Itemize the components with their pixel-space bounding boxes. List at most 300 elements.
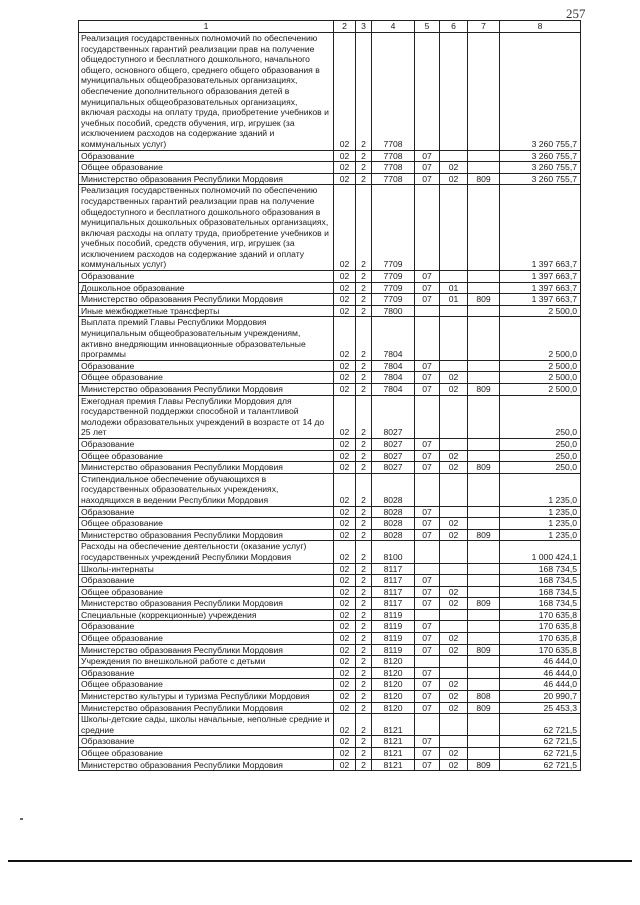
table-row [79, 759, 581, 771]
code-cell: 8119 [372, 644, 415, 656]
amount-cell: 2 500,0 [500, 317, 581, 360]
table-row [79, 372, 581, 384]
code-cell: 8028 [372, 506, 415, 518]
code-cell [468, 185, 500, 271]
code-cell: 2 [356, 702, 372, 714]
code-cell: 02 [440, 679, 468, 691]
table-row [79, 305, 581, 317]
row-name-cell: Министерство культуры и туризма Республики Мордовия [79, 691, 334, 703]
row-name-cell: Школы-интернаты [79, 563, 334, 575]
code-cell: 8121 [372, 714, 415, 736]
header-cell: 2 [334, 21, 356, 33]
code-cell: 7800 [372, 305, 415, 317]
code-cell: 02 [334, 162, 356, 174]
code-cell: 02 [334, 360, 356, 372]
code-cell [415, 395, 440, 438]
code-cell: 07 [415, 621, 440, 633]
row-name-cell: Общее образование [79, 633, 334, 645]
row-name-cell: Общее образование [79, 450, 334, 462]
code-cell: 2 [356, 714, 372, 736]
code-cell [440, 667, 468, 679]
code-cell: 2 [356, 473, 372, 506]
code-cell: 2 [356, 395, 372, 438]
amount-cell: 1 235,0 [500, 473, 581, 506]
code-cell: 02 [334, 185, 356, 271]
amount-cell: 2 500,0 [500, 305, 581, 317]
code-cell [415, 473, 440, 506]
code-cell: 07 [415, 702, 440, 714]
code-cell [468, 33, 500, 151]
table-row [79, 282, 581, 294]
row-name-cell: Министерство образования Республики Мордовия [79, 759, 334, 771]
code-cell: 02 [334, 282, 356, 294]
amount-cell: 1 000 424,1 [500, 541, 581, 563]
table-row [79, 317, 581, 360]
code-cell: 2 [356, 173, 372, 185]
header-cell: 3 [356, 21, 372, 33]
code-cell: 2 [356, 586, 372, 598]
code-cell: 02 [440, 644, 468, 656]
table-row [79, 563, 581, 575]
code-cell: 2 [356, 609, 372, 621]
code-cell: 02 [440, 518, 468, 530]
code-cell: 8120 [372, 656, 415, 668]
code-cell: 8119 [372, 621, 415, 633]
table-row [79, 33, 581, 151]
code-cell: 07 [415, 150, 440, 162]
code-cell: 07 [415, 575, 440, 587]
code-cell [468, 518, 500, 530]
code-cell: 2 [356, 438, 372, 450]
row-name-cell: Общее образование [79, 679, 334, 691]
code-cell: 8028 [372, 473, 415, 506]
code-cell [415, 563, 440, 575]
table-row [79, 609, 581, 621]
code-cell: 2 [356, 644, 372, 656]
table-row [79, 575, 581, 587]
row-name-cell: Общее образование [79, 518, 334, 530]
code-cell: 02 [440, 162, 468, 174]
code-cell: 8117 [372, 586, 415, 598]
row-name-cell: Общее образование [79, 162, 334, 174]
code-cell [468, 372, 500, 384]
amount-cell: 1 235,0 [500, 506, 581, 518]
amount-cell: 250,0 [500, 462, 581, 474]
code-cell: 8119 [372, 633, 415, 645]
code-cell: 809 [468, 644, 500, 656]
code-cell [468, 714, 500, 736]
code-cell: 07 [415, 598, 440, 610]
table-row [79, 162, 581, 174]
table-row [79, 384, 581, 396]
row-name-cell: Образование [79, 150, 334, 162]
code-cell [440, 541, 468, 563]
code-cell: 02 [334, 150, 356, 162]
code-cell: 07 [415, 372, 440, 384]
row-name-cell: Специальные (коррекционные) учреждения [79, 609, 334, 621]
row-name-cell: Образование [79, 506, 334, 518]
code-cell [468, 305, 500, 317]
page-number: 257 [566, 6, 586, 21]
code-cell: 8027 [372, 450, 415, 462]
code-cell: 2 [356, 506, 372, 518]
amount-cell: 3 260 755,7 [500, 173, 581, 185]
code-cell: 8119 [372, 609, 415, 621]
amount-cell: 2 500,0 [500, 384, 581, 396]
code-cell [440, 150, 468, 162]
header-row [79, 21, 581, 33]
code-cell [468, 473, 500, 506]
row-name-cell: Общее образование [79, 372, 334, 384]
code-cell: 2 [356, 462, 372, 474]
code-cell: 8121 [372, 736, 415, 748]
amount-cell: 1 235,0 [500, 518, 581, 530]
row-name-cell: Министерство образования Республики Мордовия [79, 384, 334, 396]
code-cell [440, 305, 468, 317]
code-cell: 8117 [372, 598, 415, 610]
table-row [79, 450, 581, 462]
code-cell: 02 [334, 450, 356, 462]
amount-cell: 250,0 [500, 450, 581, 462]
code-cell: 07 [415, 294, 440, 306]
table-row [79, 714, 581, 736]
table-row [79, 598, 581, 610]
code-cell: 2 [356, 185, 372, 271]
header-cell: 1 [79, 21, 334, 33]
code-cell [415, 714, 440, 736]
header-cell: 4 [372, 21, 415, 33]
row-name-cell: Министерство образования Республики Мордовия [79, 462, 334, 474]
code-cell: 07 [415, 462, 440, 474]
code-cell: 02 [334, 473, 356, 506]
code-cell: 07 [415, 586, 440, 598]
code-cell [440, 438, 468, 450]
row-name-cell: Ежегодная премия Главы Республики Мордовия для государственной поддержки способной и талантливой молодежи образовательных учреждений в возрасте от 14 до 25 лет [79, 395, 334, 438]
code-cell [468, 450, 500, 462]
code-cell: 02 [440, 586, 468, 598]
row-name-cell: Министерство образования Республики Мордовия [79, 294, 334, 306]
amount-cell: 46 444,0 [500, 679, 581, 691]
amount-cell: 46 444,0 [500, 656, 581, 668]
table-row [79, 150, 581, 162]
code-cell: 809 [468, 384, 500, 396]
code-cell [468, 736, 500, 748]
header-cell: 8 [500, 21, 581, 33]
code-cell: 02 [440, 759, 468, 771]
table-row [79, 271, 581, 283]
code-cell: 02 [334, 395, 356, 438]
code-cell: 07 [415, 679, 440, 691]
row-name-cell: Реализация государственных полномочий по обеспечению государственных гарантий реализации прав на получение общедоступного и бесплатного дошкольного образования в муниципальных дошкольных образовательных организациях, включая расходы на оплату труда, приобретение учебников и учебных пособий, средств обучения, игр, игрушек (за исключением расходов на содержание зданий и оплату коммунальных услуг) [79, 185, 334, 271]
code-cell: 2 [356, 621, 372, 633]
code-cell [468, 282, 500, 294]
code-cell: 02 [440, 450, 468, 462]
code-cell: 02 [334, 317, 356, 360]
code-cell: 02 [334, 173, 356, 185]
row-name-cell: Иные межбюджетные трансферты [79, 305, 334, 317]
code-cell: 02 [334, 541, 356, 563]
table-row [79, 462, 581, 474]
code-cell: 2 [356, 656, 372, 668]
code-cell: 7708 [372, 150, 415, 162]
code-cell [440, 714, 468, 736]
amount-cell: 62 721,5 [500, 748, 581, 760]
code-cell: 7709 [372, 282, 415, 294]
amount-cell: 2 500,0 [500, 360, 581, 372]
code-cell: 02 [334, 384, 356, 396]
amount-cell: 3 260 755,7 [500, 162, 581, 174]
table-row [79, 644, 581, 656]
row-name-cell: Министерство образования Республики Мордовия [79, 644, 334, 656]
table-row [79, 667, 581, 679]
amount-cell: 170 635,8 [500, 621, 581, 633]
code-cell: 02 [334, 714, 356, 736]
code-cell: 7708 [372, 33, 415, 151]
code-cell [440, 621, 468, 633]
code-cell: 02 [334, 748, 356, 760]
amount-cell: 168 734,5 [500, 586, 581, 598]
code-cell: 02 [334, 691, 356, 703]
table-row [79, 702, 581, 714]
code-cell: 8100 [372, 541, 415, 563]
code-cell [468, 395, 500, 438]
row-name-cell: Дошкольное образование [79, 282, 334, 294]
code-cell: 02 [334, 621, 356, 633]
code-cell: 7804 [372, 317, 415, 360]
row-name-cell: Министерство образования Республики Мордовия [79, 598, 334, 610]
code-cell: 2 [356, 150, 372, 162]
code-cell: 02 [334, 33, 356, 151]
table-row [79, 173, 581, 185]
row-name-cell: Расходы на обеспечение деятельности (оказание услуг) государственных учреждений Республики Мордовия [79, 541, 334, 563]
code-cell: 07 [415, 633, 440, 645]
table-row [79, 185, 581, 271]
row-name-cell: Образование [79, 621, 334, 633]
table-row [79, 529, 581, 541]
code-cell [440, 563, 468, 575]
amount-cell: 1 397 663,7 [500, 282, 581, 294]
code-cell [440, 360, 468, 372]
row-name-cell: Образование [79, 360, 334, 372]
code-cell: 02 [334, 702, 356, 714]
amount-cell: 3 260 755,7 [500, 33, 581, 151]
code-cell: 809 [468, 702, 500, 714]
code-cell: 2 [356, 575, 372, 587]
code-cell: 809 [468, 173, 500, 185]
code-cell: 2 [356, 33, 372, 151]
code-cell: 07 [415, 518, 440, 530]
row-name-cell: Стипендиальное обеспечение обучающихся в государственных образовательных учреждениях, находящихся в ведении Республики Мордовия [79, 473, 334, 506]
code-cell: 2 [356, 633, 372, 645]
table-row [79, 691, 581, 703]
code-cell: 8028 [372, 518, 415, 530]
code-cell: 8027 [372, 462, 415, 474]
code-cell: 02 [334, 575, 356, 587]
code-cell: 2 [356, 294, 372, 306]
code-cell: 02 [334, 656, 356, 668]
code-cell [468, 656, 500, 668]
amount-cell: 1 397 663,7 [500, 271, 581, 283]
code-cell: 02 [334, 529, 356, 541]
code-cell: 8027 [372, 395, 415, 438]
code-cell: 2 [356, 372, 372, 384]
code-cell: 02 [440, 633, 468, 645]
code-cell [415, 609, 440, 621]
code-cell: 2 [356, 271, 372, 283]
code-cell [468, 575, 500, 587]
code-cell: 2 [356, 317, 372, 360]
table-row [79, 294, 581, 306]
amount-cell: 168 734,5 [500, 575, 581, 587]
amount-cell: 62 721,5 [500, 736, 581, 748]
code-cell [468, 586, 500, 598]
row-name-cell: Учреждения по внешкольной работе с детьми [79, 656, 334, 668]
code-cell [440, 33, 468, 151]
code-cell: 8117 [372, 575, 415, 587]
code-cell: 2 [356, 759, 372, 771]
row-name-cell: Выплата премий Главы Республики Мордовия муниципальным общеобразовательным учреждениям, активно внедряющим инновационные образовательные программы [79, 317, 334, 360]
code-cell: 2 [356, 282, 372, 294]
code-cell: 2 [356, 360, 372, 372]
code-cell: 07 [415, 360, 440, 372]
code-cell [468, 506, 500, 518]
amount-cell: 170 635,8 [500, 633, 581, 645]
code-cell: 7804 [372, 360, 415, 372]
code-cell [440, 656, 468, 668]
code-cell: 2 [356, 563, 372, 575]
code-cell: 02 [334, 372, 356, 384]
code-cell: 02 [334, 506, 356, 518]
table-row [79, 736, 581, 748]
code-cell: 808 [468, 691, 500, 703]
code-cell: 07 [415, 384, 440, 396]
code-cell [440, 473, 468, 506]
table-row [79, 633, 581, 645]
code-cell: 02 [334, 518, 356, 530]
code-cell: 809 [468, 462, 500, 474]
code-cell: 07 [415, 282, 440, 294]
code-cell [468, 609, 500, 621]
code-cell: 8117 [372, 563, 415, 575]
amount-cell: 62 721,5 [500, 714, 581, 736]
row-name-cell: Общее образование [79, 586, 334, 598]
table-row [79, 360, 581, 372]
budget-table [78, 20, 581, 771]
table-row [79, 541, 581, 563]
header-cell: 6 [440, 21, 468, 33]
code-cell: 07 [415, 173, 440, 185]
row-name-cell: Образование [79, 575, 334, 587]
code-cell: 07 [415, 748, 440, 760]
code-cell [468, 360, 500, 372]
table-body [79, 33, 581, 771]
code-cell [415, 33, 440, 151]
amount-cell: 62 721,5 [500, 759, 581, 771]
code-cell: 7804 [372, 372, 415, 384]
row-name-cell: Общее образование [79, 748, 334, 760]
code-cell: 07 [415, 759, 440, 771]
code-cell [468, 271, 500, 283]
amount-cell: 1 235,0 [500, 529, 581, 541]
code-cell [415, 317, 440, 360]
code-cell: 07 [415, 438, 440, 450]
table-row [79, 438, 581, 450]
code-cell [415, 305, 440, 317]
code-cell: 07 [415, 162, 440, 174]
code-cell: 07 [415, 529, 440, 541]
code-cell: 8028 [372, 529, 415, 541]
row-name-cell: Министерство образования Республики Мордовия [79, 702, 334, 714]
code-cell: 7709 [372, 271, 415, 283]
code-cell: 2 [356, 541, 372, 563]
code-cell: 7708 [372, 162, 415, 174]
code-cell [440, 271, 468, 283]
row-name-cell: Образование [79, 271, 334, 283]
code-cell: 02 [334, 644, 356, 656]
code-cell: 02 [334, 679, 356, 691]
code-cell: 02 [334, 438, 356, 450]
amount-cell: 170 635,8 [500, 644, 581, 656]
code-cell [468, 633, 500, 645]
row-name-cell: Министерство образования Республики Мордовия [79, 529, 334, 541]
code-cell: 8120 [372, 691, 415, 703]
scan-mark [20, 818, 23, 820]
code-cell [440, 575, 468, 587]
amount-cell: 1 397 663,7 [500, 294, 581, 306]
code-cell [468, 667, 500, 679]
code-cell: 8120 [372, 667, 415, 679]
code-cell [468, 317, 500, 360]
code-cell [415, 656, 440, 668]
page-bottom-rule [8, 860, 632, 862]
table-row [79, 395, 581, 438]
code-cell: 07 [415, 644, 440, 656]
table-row [79, 748, 581, 760]
code-cell [440, 185, 468, 271]
header-cell: 5 [415, 21, 440, 33]
amount-cell: 250,0 [500, 395, 581, 438]
code-cell: 7709 [372, 294, 415, 306]
code-cell: 01 [440, 294, 468, 306]
code-cell: 07 [415, 691, 440, 703]
code-cell: 01 [440, 282, 468, 294]
amount-cell: 46 444,0 [500, 667, 581, 679]
code-cell [468, 438, 500, 450]
code-cell: 809 [468, 598, 500, 610]
code-cell [468, 563, 500, 575]
code-cell: 8121 [372, 748, 415, 760]
code-cell: 02 [440, 384, 468, 396]
row-name-cell: Министерство образования Республики Мордовия [79, 173, 334, 185]
code-cell: 02 [334, 633, 356, 645]
code-cell: 2 [356, 598, 372, 610]
code-cell: 02 [334, 609, 356, 621]
code-cell: 2 [356, 384, 372, 396]
code-cell [440, 736, 468, 748]
code-cell: 02 [334, 667, 356, 679]
code-cell [468, 621, 500, 633]
row-name-cell: Образование [79, 667, 334, 679]
code-cell [440, 609, 468, 621]
amount-cell: 3 260 755,7 [500, 150, 581, 162]
code-cell [440, 395, 468, 438]
code-cell [440, 317, 468, 360]
code-cell [440, 506, 468, 518]
code-cell: 2 [356, 667, 372, 679]
code-cell: 8120 [372, 679, 415, 691]
code-cell: 8120 [372, 702, 415, 714]
code-cell: 02 [334, 271, 356, 283]
